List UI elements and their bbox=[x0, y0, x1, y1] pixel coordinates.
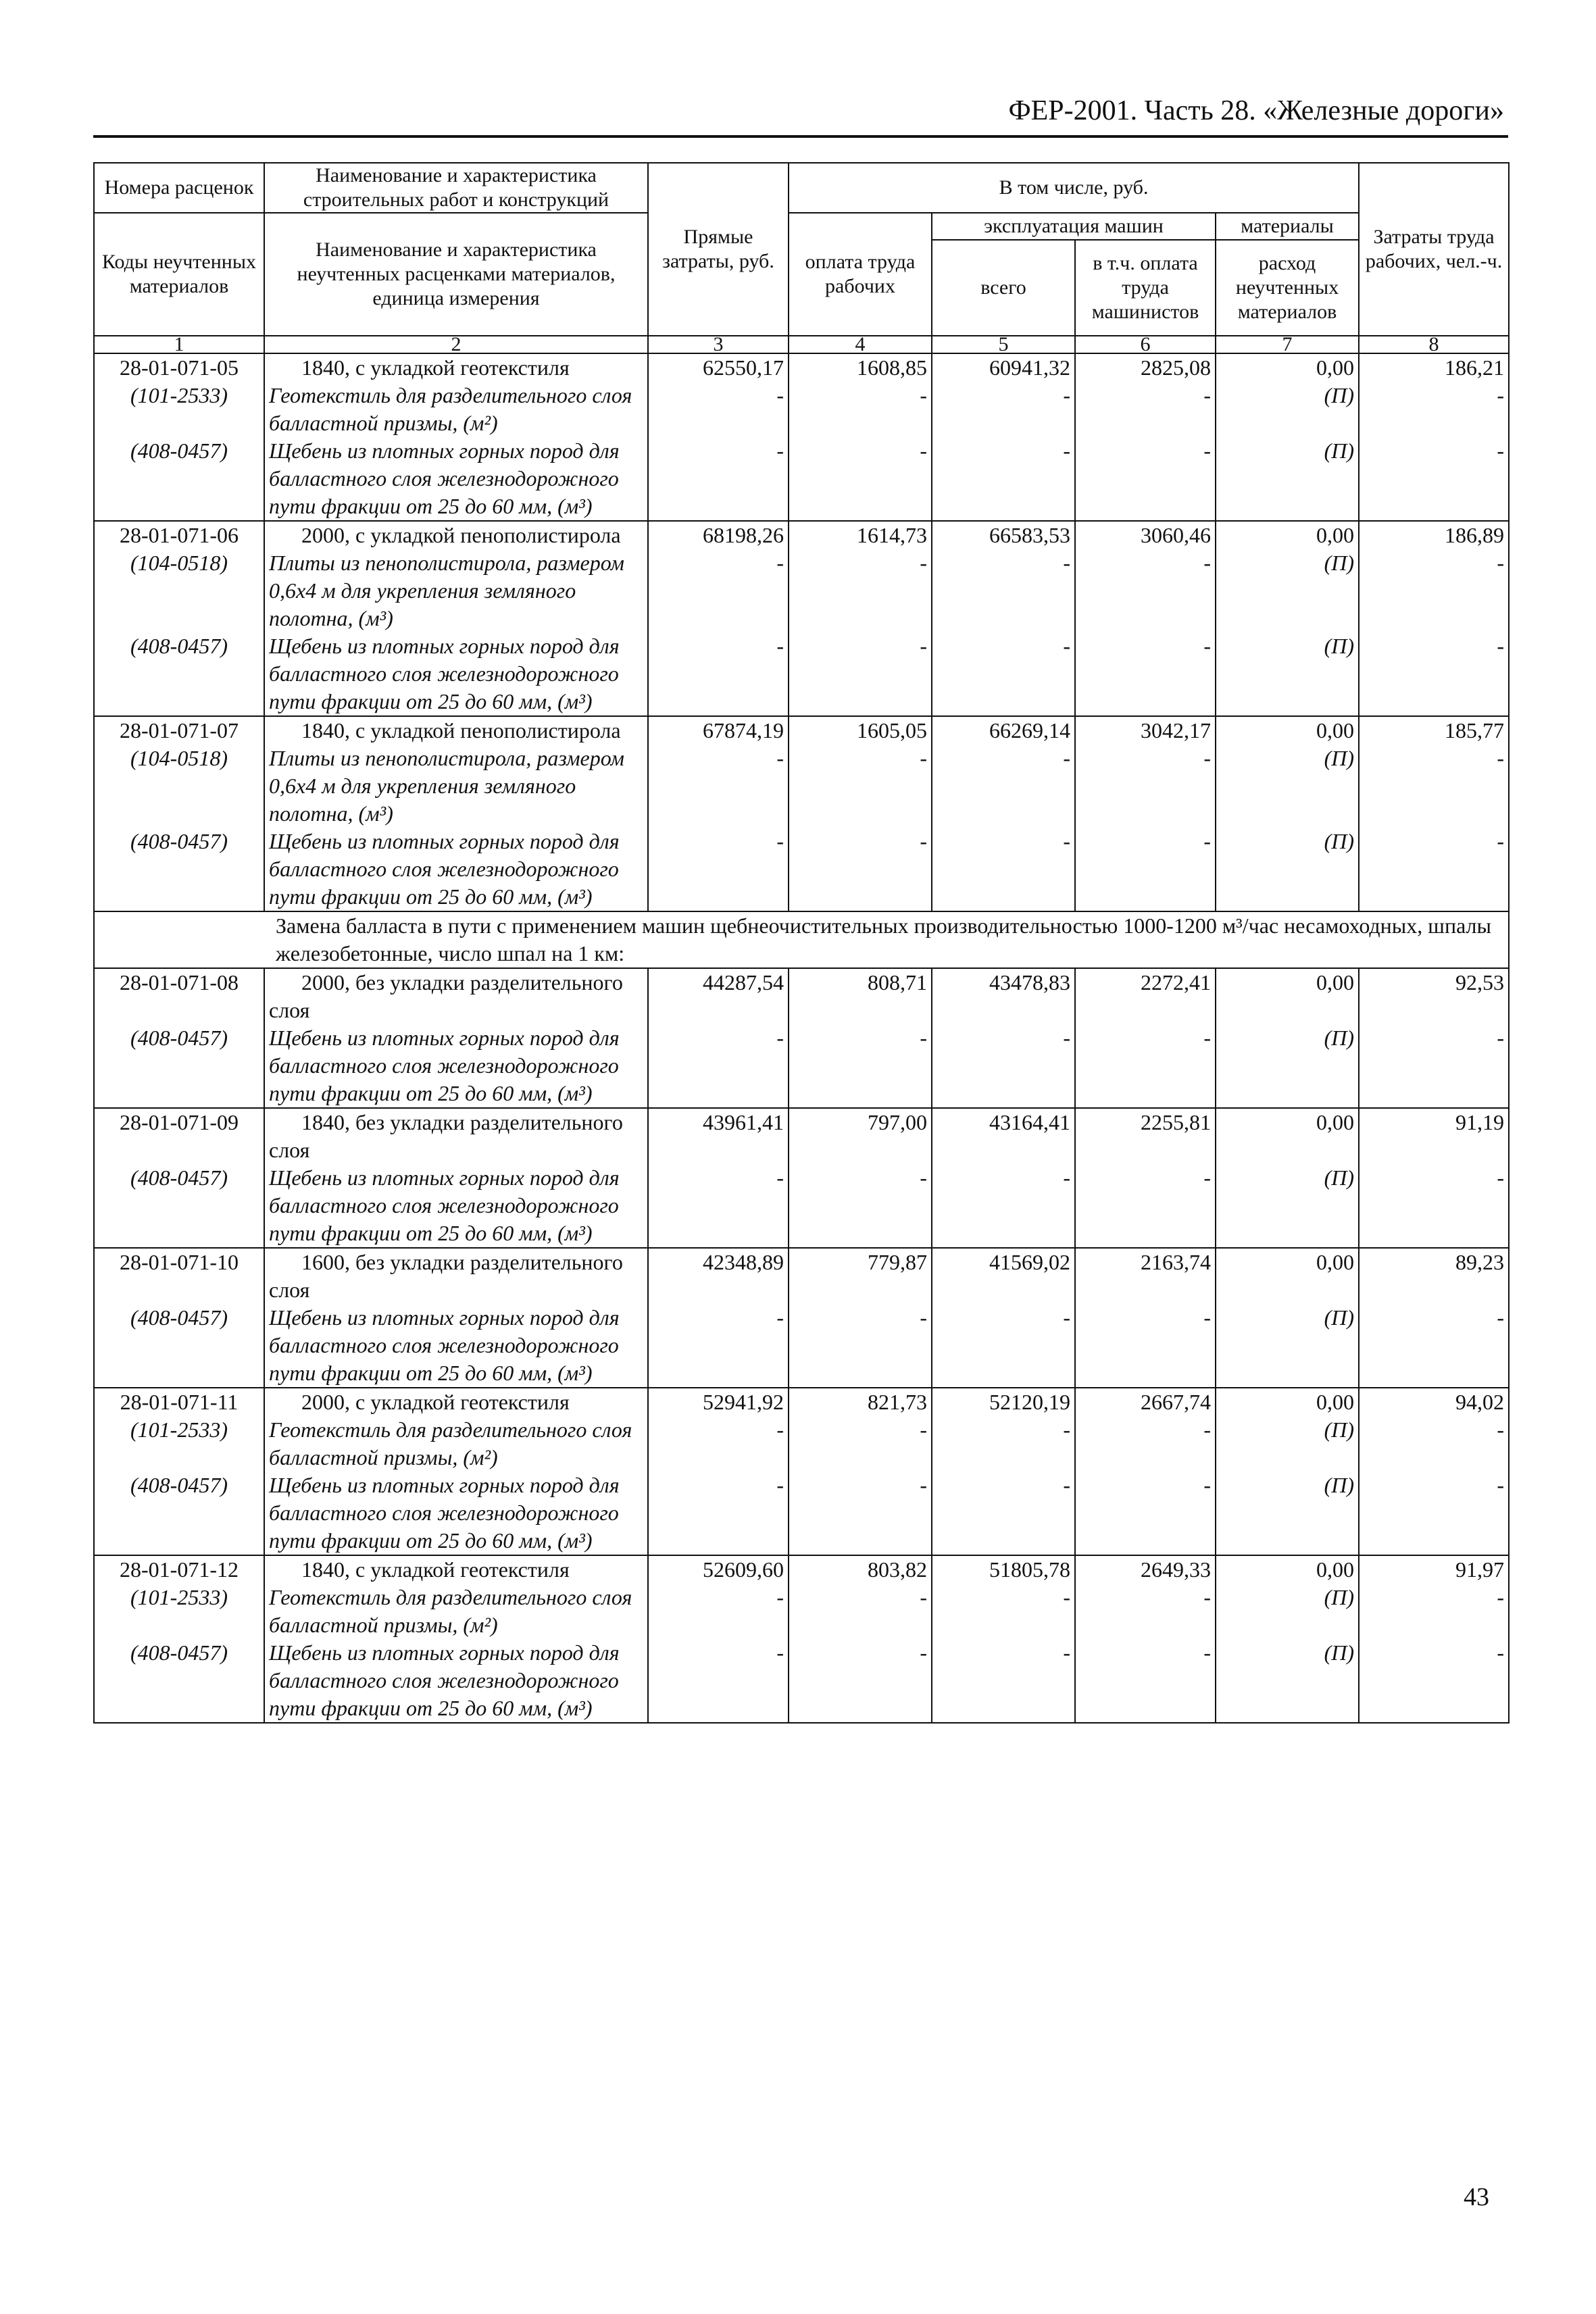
dash: - bbox=[776, 1473, 784, 1497]
work-name: 1840, с укладкой пенополистирола bbox=[301, 718, 621, 743]
rate-code-cell bbox=[94, 968, 264, 1108]
dash: - bbox=[1497, 634, 1505, 658]
direct-cost: 67874,19 bbox=[703, 718, 784, 743]
material-flag: (П) bbox=[1324, 438, 1355, 463]
material-code bbox=[99, 1416, 259, 1472]
dash: - bbox=[1203, 1473, 1211, 1497]
dash: - bbox=[1497, 1305, 1505, 1330]
dash: - bbox=[1497, 383, 1505, 407]
document-header: ФЕР-2001. Часть 28. «Железные дороги» bbox=[1008, 95, 1504, 126]
materials-cell bbox=[1216, 1108, 1359, 1248]
work-description-cell bbox=[264, 1555, 648, 1723]
direct-cost-cell bbox=[648, 1555, 789, 1723]
direct-cost-cell bbox=[648, 1248, 789, 1388]
material-code bbox=[99, 1024, 259, 1107]
material-code-text: (101-2533) bbox=[130, 1585, 228, 1609]
rate-code-cell bbox=[94, 353, 264, 521]
machines-total: 41569,02 bbox=[989, 1250, 1070, 1274]
material-code-text: (408-0457) bbox=[130, 438, 228, 463]
labor-pay: 1605,05 bbox=[857, 718, 927, 743]
material-name: Щебень из плотных горных пород для балластного слоя железнодорожного пути фракции от 25 до 60 мм, (м³) bbox=[269, 1305, 620, 1385]
dash: - bbox=[1203, 746, 1211, 770]
dash: - bbox=[1203, 438, 1211, 463]
labor-hours-cell bbox=[1359, 1388, 1509, 1555]
dash: - bbox=[776, 634, 784, 658]
dash: - bbox=[1203, 634, 1211, 658]
dash: - bbox=[1203, 829, 1211, 853]
machines-total-cell bbox=[932, 521, 1075, 716]
material-code-text: (408-0457) bbox=[130, 1640, 228, 1665]
direct-cost-cell bbox=[648, 1388, 789, 1555]
dash: - bbox=[1203, 1417, 1211, 1442]
dash: - bbox=[776, 829, 784, 853]
column-number: 8 bbox=[1359, 336, 1509, 353]
labor-hours-cell bbox=[1359, 968, 1509, 1108]
machines-total-cell bbox=[932, 353, 1075, 521]
column-number: 1 bbox=[94, 336, 264, 353]
page-number: 43 bbox=[1464, 2183, 1489, 2211]
direct-cost: 62550,17 bbox=[703, 355, 784, 380]
dash: - bbox=[776, 746, 784, 770]
dash: - bbox=[920, 746, 927, 770]
machinist-pay-cell bbox=[1075, 1555, 1216, 1723]
direct-cost: 68198,26 bbox=[703, 523, 784, 547]
dash: - bbox=[920, 634, 927, 658]
labor-pay: 779,87 bbox=[868, 1250, 927, 1274]
header-including: В том числе, руб. bbox=[789, 163, 1359, 213]
work-description-cell bbox=[264, 968, 648, 1108]
dash: - bbox=[776, 1165, 784, 1190]
dash: - bbox=[776, 438, 784, 463]
labor-hours-cell bbox=[1359, 1248, 1509, 1388]
dash: - bbox=[920, 1473, 927, 1497]
labor-pay: 1614,73 bbox=[857, 523, 927, 547]
column-number: 7 bbox=[1216, 336, 1359, 353]
machinist-pay: 2272,41 bbox=[1141, 970, 1211, 995]
material-code bbox=[99, 382, 259, 437]
labor-pay-cell bbox=[789, 1388, 932, 1555]
dash: - bbox=[920, 551, 927, 575]
header-rule bbox=[93, 135, 1508, 138]
dash: - bbox=[1063, 438, 1070, 463]
header-materials-unaccounted: расход неучтенных материалов bbox=[1216, 240, 1359, 336]
labor-pay: 797,00 bbox=[868, 1110, 927, 1134]
material-code-text: (408-0457) bbox=[130, 634, 228, 658]
material-code bbox=[99, 745, 259, 828]
material-code-text: (408-0457) bbox=[130, 1026, 228, 1050]
labor-pay-cell bbox=[789, 1248, 932, 1388]
machines-total-cell bbox=[932, 1388, 1075, 1555]
header-material-names: Наименование и характеристика неучтенных расценками материалов, единица измерения bbox=[264, 213, 648, 336]
material-name: Щебень из плотных горных пород для балластного слоя железнодорожного пути фракции от 25 до 60 мм, (м³) bbox=[269, 1473, 620, 1553]
material-flag: (П) bbox=[1324, 1305, 1355, 1330]
rate-code-cell bbox=[94, 1555, 264, 1723]
dash: - bbox=[1203, 383, 1211, 407]
machinist-pay: 2825,08 bbox=[1141, 355, 1211, 380]
direct-cost: 44287,54 bbox=[703, 970, 784, 995]
labor-pay-cell bbox=[789, 1108, 932, 1248]
rate-code-cell bbox=[94, 1248, 264, 1388]
work-description-cell bbox=[264, 716, 648, 911]
material-flag: (П) bbox=[1324, 1165, 1355, 1190]
material-code bbox=[99, 549, 259, 632]
rates-table bbox=[93, 162, 1510, 1724]
machinist-pay-cell bbox=[1075, 1108, 1216, 1248]
machines-total-cell bbox=[932, 1555, 1075, 1723]
table-row bbox=[94, 353, 1509, 521]
rate-code-cell bbox=[94, 521, 264, 716]
dash: - bbox=[920, 438, 927, 463]
header-material-codes: Коды неучтенных материалов bbox=[94, 213, 264, 336]
dash: - bbox=[776, 1305, 784, 1330]
labor-pay: 808,71 bbox=[868, 970, 927, 995]
materials-value: 0,00 bbox=[1316, 718, 1355, 743]
labor-pay-cell bbox=[789, 1555, 932, 1723]
labor-hours: 185,77 bbox=[1445, 718, 1505, 743]
material-name: Щебень из плотных горных пород для балластного слоя железнодорожного пути фракции от 25 до 60 мм, (м³) bbox=[269, 1165, 620, 1245]
dash: - bbox=[1497, 438, 1505, 463]
rate-code-cell bbox=[94, 1388, 264, 1555]
materials-cell bbox=[1216, 353, 1359, 521]
rate-code: 28-01-071-12 bbox=[120, 1557, 239, 1582]
table-row bbox=[94, 968, 1509, 1108]
dash: - bbox=[1497, 1026, 1505, 1050]
header-machines-total: всего bbox=[932, 240, 1075, 336]
dash: - bbox=[1063, 1417, 1070, 1442]
labor-hours: 91,19 bbox=[1455, 1110, 1505, 1134]
labor-pay-cell bbox=[789, 353, 932, 521]
work-name: 1840, с укладкой геотекстиля bbox=[301, 1557, 570, 1582]
dash: - bbox=[920, 1026, 927, 1050]
work-description-cell bbox=[264, 1108, 648, 1248]
work-description-cell bbox=[264, 353, 648, 521]
material-code bbox=[99, 828, 259, 911]
material-name: Плиты из пенополистирола, размером 0,6x4 м для укрепления земляного полотна, (м³) bbox=[269, 746, 624, 826]
rate-code: 28-01-071-11 bbox=[120, 1390, 239, 1414]
work-description-cell bbox=[264, 1388, 648, 1555]
labor-pay-cell bbox=[789, 968, 932, 1108]
material-name: Щебень из плотных горных пород для балластного слоя железнодорожного пути фракции от 25 до 60 мм, (м³) bbox=[269, 829, 620, 909]
material-code bbox=[99, 1584, 259, 1639]
dash: - bbox=[1497, 1165, 1505, 1190]
labor-hours: 186,21 bbox=[1445, 355, 1505, 380]
material-code-text: (101-2533) bbox=[130, 1417, 228, 1442]
machinist-pay-cell bbox=[1075, 1248, 1216, 1388]
machines-total-cell bbox=[932, 1108, 1075, 1248]
materials-cell bbox=[1216, 716, 1359, 911]
materials-cell bbox=[1216, 1388, 1359, 1555]
labor-hours-cell bbox=[1359, 1108, 1509, 1248]
material-name: Щебень из плотных горных пород для балластного слоя железнодорожного пути фракции от 25 до 60 мм, (м³) bbox=[269, 634, 620, 713]
material-flag: (П) bbox=[1324, 1026, 1355, 1050]
table-row bbox=[94, 1108, 1509, 1248]
material-code-text: (408-0457) bbox=[130, 829, 228, 853]
table-row bbox=[94, 1388, 1509, 1555]
materials-cell bbox=[1216, 1555, 1359, 1723]
dash: - bbox=[776, 383, 784, 407]
dash: - bbox=[1063, 1585, 1070, 1609]
work-name: 1840, с укладкой геотекстиля bbox=[301, 355, 570, 380]
machines-total: 51805,78 bbox=[989, 1557, 1070, 1582]
machines-total-cell bbox=[932, 716, 1075, 911]
dash: - bbox=[776, 551, 784, 575]
header-labor-pay: оплата труда рабочих bbox=[789, 213, 932, 336]
materials-value: 0,00 bbox=[1316, 970, 1355, 995]
material-name: Щебень из плотных горных пород для балластного слоя железнодорожного пути фракции от 25 до 60 мм, (м³) bbox=[269, 1640, 620, 1720]
labor-pay-cell bbox=[789, 716, 932, 911]
work-name: 1840, без укладки разделительного слоя bbox=[269, 1110, 623, 1162]
machines-total: 60941,32 bbox=[989, 355, 1070, 380]
dash: - bbox=[920, 1165, 927, 1190]
dash: - bbox=[1497, 829, 1505, 853]
dash: - bbox=[1497, 1417, 1505, 1442]
dash: - bbox=[1497, 1473, 1505, 1497]
work-name: 2000, с укладкой пенополистирола bbox=[301, 523, 621, 547]
work-description-cell bbox=[264, 521, 648, 716]
table-row bbox=[94, 521, 1509, 716]
dash: - bbox=[1203, 1305, 1211, 1330]
materials-value: 0,00 bbox=[1316, 355, 1355, 380]
material-flag: (П) bbox=[1324, 829, 1355, 853]
machines-total: 66269,14 bbox=[989, 718, 1070, 743]
material-flag: (П) bbox=[1324, 551, 1355, 575]
labor-hours: 186,89 bbox=[1445, 523, 1505, 547]
material-code bbox=[99, 1639, 259, 1722]
dash: - bbox=[1063, 829, 1070, 853]
material-code-text: (104-0518) bbox=[130, 551, 228, 575]
labor-pay-cell bbox=[789, 521, 932, 716]
material-flag: (П) bbox=[1324, 383, 1355, 407]
dash: - bbox=[920, 383, 927, 407]
dash: - bbox=[1203, 1026, 1211, 1050]
direct-cost-cell bbox=[648, 968, 789, 1108]
direct-cost: 52609,60 bbox=[703, 1557, 784, 1582]
dash: - bbox=[1203, 1640, 1211, 1665]
dash: - bbox=[1203, 1165, 1211, 1190]
material-flag: (П) bbox=[1324, 746, 1355, 770]
material-code bbox=[99, 632, 259, 715]
dash: - bbox=[776, 1026, 784, 1050]
labor-hours: 89,23 bbox=[1455, 1250, 1505, 1274]
material-flag: (П) bbox=[1324, 1473, 1355, 1497]
materials-value: 0,00 bbox=[1316, 1390, 1355, 1414]
rate-code: 28-01-071-06 bbox=[120, 523, 239, 547]
table-row bbox=[94, 1555, 1509, 1723]
machinist-pay: 2163,74 bbox=[1141, 1250, 1211, 1274]
material-code bbox=[99, 1304, 259, 1387]
column-number: 2 bbox=[264, 336, 648, 353]
material-name: Геотекстиль для разделительного слоя балластной призмы, (м²) bbox=[269, 1585, 632, 1637]
dash: - bbox=[1203, 1585, 1211, 1609]
material-code bbox=[99, 1164, 259, 1247]
dash: - bbox=[1063, 1165, 1070, 1190]
dash: - bbox=[1063, 1026, 1070, 1050]
material-code-text: (408-0457) bbox=[130, 1305, 228, 1330]
dash: - bbox=[1063, 1640, 1070, 1665]
table-row bbox=[94, 716, 1509, 911]
materials-value: 0,00 bbox=[1316, 1557, 1355, 1582]
machinist-pay-cell bbox=[1075, 716, 1216, 911]
section-title-row bbox=[94, 911, 1509, 968]
dash: - bbox=[920, 1417, 927, 1442]
materials-value: 0,00 bbox=[1316, 1250, 1355, 1274]
direct-cost-cell bbox=[648, 353, 789, 521]
machinist-pay: 3042,17 bbox=[1141, 718, 1211, 743]
rate-code: 28-01-071-10 bbox=[120, 1250, 239, 1274]
labor-hours: 92,53 bbox=[1455, 970, 1505, 995]
header-machines: эксплуатация машин bbox=[932, 213, 1216, 240]
rate-code: 28-01-071-09 bbox=[120, 1110, 239, 1134]
machinist-pay-cell bbox=[1075, 968, 1216, 1108]
dash: - bbox=[1063, 551, 1070, 575]
header-work-name: Наименование и характеристика строительных работ и конструкций bbox=[264, 163, 648, 213]
direct-cost-cell bbox=[648, 521, 789, 716]
machinist-pay-cell bbox=[1075, 353, 1216, 521]
dash: - bbox=[1497, 746, 1505, 770]
work-name: 2000, с укладкой геотекстиля bbox=[301, 1390, 570, 1414]
material-flag: (П) bbox=[1324, 634, 1355, 658]
column-number: 4 bbox=[789, 336, 932, 353]
materials-cell bbox=[1216, 521, 1359, 716]
direct-cost-cell bbox=[648, 1108, 789, 1248]
machinist-pay-cell bbox=[1075, 1388, 1216, 1555]
labor-pay: 1608,85 bbox=[857, 355, 927, 380]
labor-pay: 821,73 bbox=[868, 1390, 927, 1414]
material-flag: (П) bbox=[1324, 1585, 1355, 1609]
material-flag: (П) bbox=[1324, 1640, 1355, 1665]
machinist-pay-cell bbox=[1075, 521, 1216, 716]
machines-total: 43478,83 bbox=[989, 970, 1070, 995]
labor-hours-cell bbox=[1359, 521, 1509, 716]
dash: - bbox=[1063, 746, 1070, 770]
labor-hours-cell bbox=[1359, 1555, 1509, 1723]
labor-hours-cell bbox=[1359, 353, 1509, 521]
machinist-pay: 2649,33 bbox=[1141, 1557, 1211, 1582]
material-flag: (П) bbox=[1324, 1417, 1355, 1442]
material-code-text: (101-2533) bbox=[130, 383, 228, 407]
direct-cost-cell bbox=[648, 716, 789, 911]
header-direct-costs: Прямые затраты, руб. bbox=[648, 163, 789, 336]
dash: - bbox=[1063, 634, 1070, 658]
work-description-cell bbox=[264, 1248, 648, 1388]
dash: - bbox=[776, 1640, 784, 1665]
materials-value: 0,00 bbox=[1316, 523, 1355, 547]
rate-code: 28-01-071-07 bbox=[120, 718, 239, 743]
header-materials: материалы bbox=[1216, 213, 1359, 240]
dash: - bbox=[776, 1585, 784, 1609]
machines-total: 66583,53 bbox=[989, 523, 1070, 547]
labor-hours: 94,02 bbox=[1455, 1390, 1505, 1414]
machines-total: 52120,19 bbox=[989, 1390, 1070, 1414]
labor-pay: 803,82 bbox=[868, 1557, 927, 1582]
material-code bbox=[99, 437, 259, 520]
materials-cell bbox=[1216, 968, 1359, 1108]
dash: - bbox=[1063, 1473, 1070, 1497]
material-code bbox=[99, 1472, 259, 1555]
header-machinist-pay: в т.ч. оплата труда машинистов bbox=[1075, 240, 1216, 336]
section-title: Замена балласта в пути с применением машин щебнеочистительных производительностью 1000-1200 м³/час несамоходных, шпалы железобетонные, число шпал на 1 км: bbox=[94, 911, 1509, 968]
column-number: 3 bbox=[648, 336, 789, 353]
dash: - bbox=[1497, 1585, 1505, 1609]
direct-cost: 52941,92 bbox=[703, 1390, 784, 1414]
material-code-text: (408-0457) bbox=[130, 1165, 228, 1190]
material-code-text: (104-0518) bbox=[130, 746, 228, 770]
material-code-text: (408-0457) bbox=[130, 1473, 228, 1497]
material-name: Щебень из плотных горных пород для балластного слоя железнодорожного пути фракции от 25 до 60 мм, (м³) bbox=[269, 1026, 620, 1105]
dash: - bbox=[1063, 383, 1070, 407]
machinist-pay: 2667,74 bbox=[1141, 1390, 1211, 1414]
materials-value: 0,00 bbox=[1316, 1110, 1355, 1134]
machines-total: 43164,41 bbox=[989, 1110, 1070, 1134]
machinist-pay: 3060,46 bbox=[1141, 523, 1211, 547]
dash: - bbox=[1497, 551, 1505, 575]
dash: - bbox=[1063, 1305, 1070, 1330]
dash: - bbox=[920, 829, 927, 853]
header-labor-costs: Затраты труда рабочих, чел.-ч. bbox=[1359, 163, 1509, 336]
work-name: 2000, без укладки разделительного слоя bbox=[269, 970, 623, 1022]
header-rate-numbers: Номера расценок bbox=[94, 163, 264, 213]
table-row bbox=[94, 1248, 1509, 1388]
column-number: 5 bbox=[932, 336, 1075, 353]
column-number: 6 bbox=[1075, 336, 1216, 353]
machines-total-cell bbox=[932, 1248, 1075, 1388]
dash: - bbox=[920, 1640, 927, 1665]
dash: - bbox=[1203, 551, 1211, 575]
labor-hours-cell bbox=[1359, 716, 1509, 911]
dash: - bbox=[920, 1305, 927, 1330]
material-name: Плиты из пенополистирола, размером 0,6x4 м для укрепления земляного полотна, (м³) bbox=[269, 551, 624, 630]
materials-cell bbox=[1216, 1248, 1359, 1388]
rate-code-cell bbox=[94, 1108, 264, 1248]
dash: - bbox=[776, 1417, 784, 1442]
labor-hours: 91,97 bbox=[1455, 1557, 1505, 1582]
material-name: Геотекстиль для разделительного слоя балластной призмы, (м²) bbox=[269, 1417, 632, 1469]
material-name: Геотекстиль для разделительного слоя балластной призмы, (м²) bbox=[269, 383, 632, 435]
direct-cost: 42348,89 bbox=[703, 1250, 784, 1274]
machinist-pay: 2255,81 bbox=[1141, 1110, 1211, 1134]
material-name: Щебень из плотных горных пород для балластного слоя железнодорожного пути фракции от 25 до 60 мм, (м³) bbox=[269, 438, 620, 518]
rate-code: 28-01-071-08 bbox=[120, 970, 239, 995]
dash: - bbox=[920, 1585, 927, 1609]
work-name: 1600, без укладки разделительного слоя bbox=[269, 1250, 623, 1302]
direct-cost: 43961,41 bbox=[703, 1110, 784, 1134]
machines-total-cell bbox=[932, 968, 1075, 1108]
rate-code: 28-01-071-05 bbox=[120, 355, 239, 380]
dash: - bbox=[1497, 1640, 1505, 1665]
rate-code-cell bbox=[94, 716, 264, 911]
